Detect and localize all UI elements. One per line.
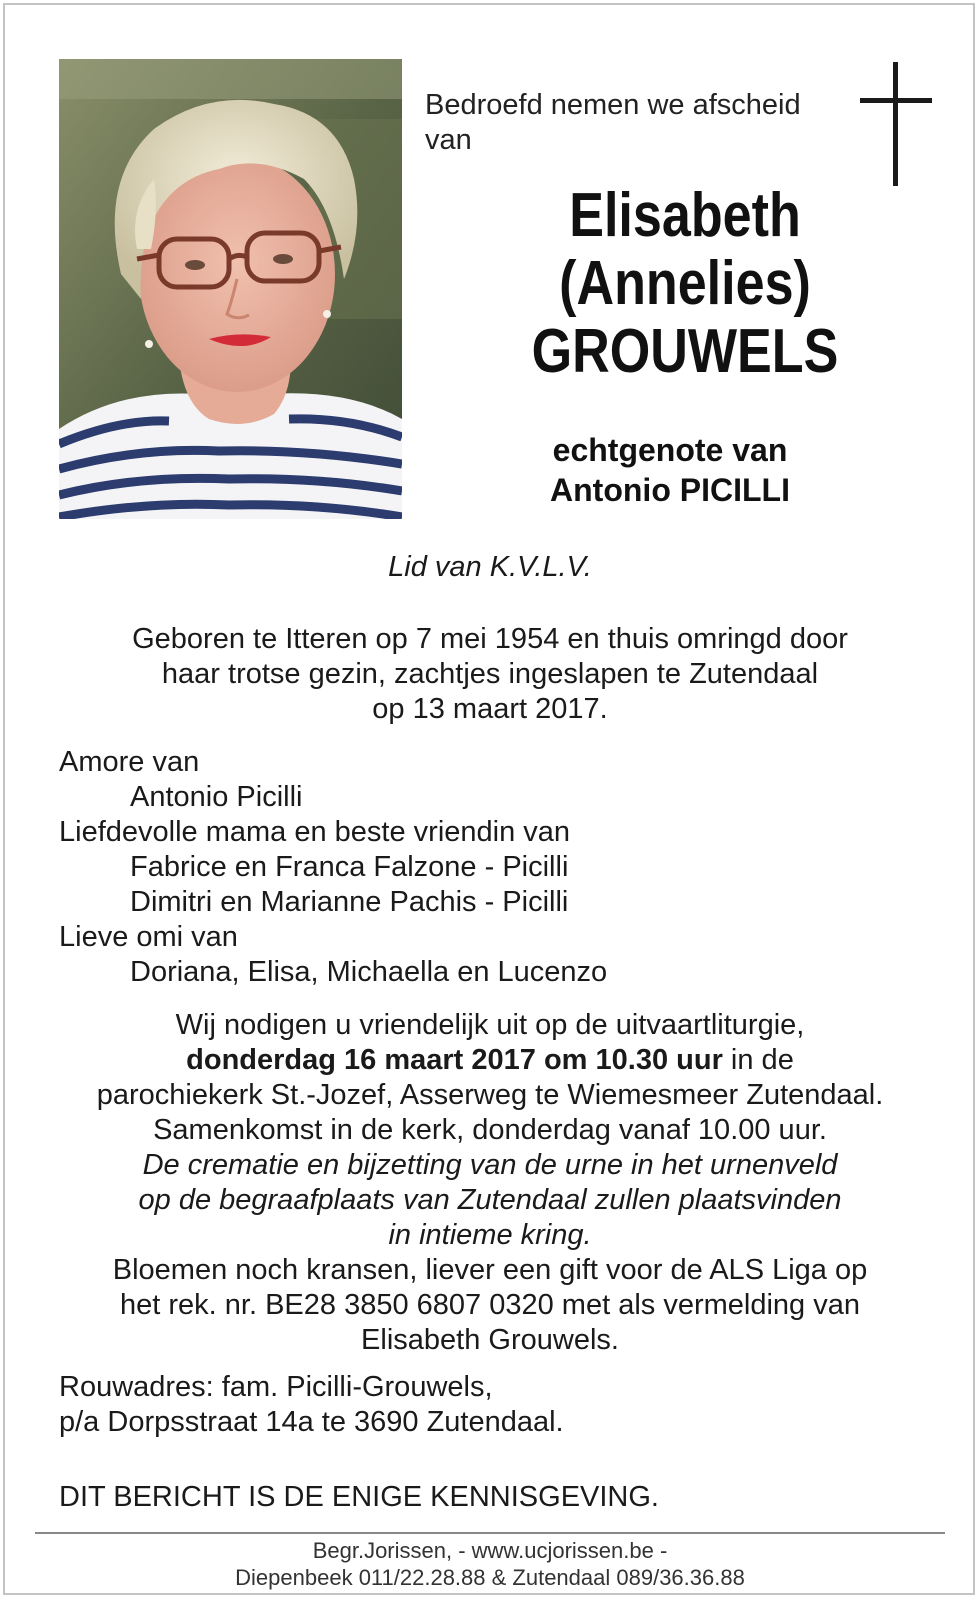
surname: GROUWELS <box>531 317 839 386</box>
spouse-block <box>470 430 870 510</box>
family-member: Fabrice en Franca Falzone - Picilli <box>130 851 569 883</box>
intro-text: Bedroefd nemen we afscheid van <box>425 89 801 156</box>
portrait-photo <box>59 59 402 519</box>
birth-line: Geboren te Itteren op 7 mei 1954 en thuis omringd door <box>132 623 848 655</box>
spouse-name: Antonio PICILLI <box>550 472 790 508</box>
family-label: Lieve omi van <box>59 921 238 953</box>
first-name: Elisabeth <box>569 181 801 250</box>
undertaker-footer <box>0 1537 980 1591</box>
funeral-service-info <box>30 1008 950 1358</box>
cremation-line: in intieme kring. <box>388 1219 592 1251</box>
spouse-label: echtgenote van <box>552 432 788 468</box>
service-date: donderdag 16 maart 2017 om 10.30 uur <box>186 1044 723 1076</box>
address-line: Rouwadres: fam. Picilli-Grouwels, <box>59 1371 493 1403</box>
notice-text: DIT BERICHT IS DE ENIGE KENNISGEVING. <box>59 1481 659 1513</box>
birth-line: haar trotse gezin, zachtjes ingeslapen te Zutendaal <box>161 658 819 690</box>
service-date-line <box>30 1043 950 1078</box>
membership-text: Lid van K.V.L.V. <box>388 551 592 583</box>
nickname: (Annelies) <box>559 249 811 318</box>
donation-line: het rek. nr. BE28 3850 6807 0320 met als vermelding van <box>120 1289 860 1321</box>
footer-line: Diepenbeek 011/22.28.88 & Zutendaal 089/36.36.88 <box>235 1565 745 1590</box>
family-list <box>59 745 919 990</box>
deceased-name <box>513 182 857 386</box>
family-member: Antonio Picilli <box>130 781 303 813</box>
cremation-line: op de begraafplaats van Zutendaal zullen plaatsvinden <box>138 1184 842 1216</box>
family-label: Amore van <box>59 746 200 778</box>
service-line: in de <box>722 1044 794 1076</box>
cross-icon <box>860 62 932 186</box>
service-line: Wij nodigen u vriendelijk uit op de uitvaartliturgie, <box>175 1009 805 1041</box>
service-line: parochiekerk St.-Jozef, Asserweg te Wiemesmeer Zutendaal. <box>96 1079 884 1111</box>
family-member: Doriana, Elisa, Michaella en Lucenzo <box>130 956 608 988</box>
cremation-line: De crematie en bijzetting van de urne in het urnenveld <box>142 1149 838 1181</box>
birth-death-text <box>60 622 920 727</box>
address-line: p/a Dorpsstraat 14a te 3690 Zutendaal. <box>59 1406 564 1438</box>
birth-line: op 13 maart 2017. <box>372 693 608 725</box>
footer-divider <box>35 1532 945 1534</box>
family-label: Liefdevolle mama en beste vriendin van <box>59 816 571 848</box>
service-line: Samenkomst in de kerk, donderdag vanaf 10.00 uur. <box>153 1114 827 1146</box>
family-member: Dimitri en Marianne Pachis - Picilli <box>130 886 569 918</box>
donation-line: Bloemen noch kransen, liever een gift voor de ALS Liga op <box>112 1254 868 1286</box>
donation-line: Elisabeth Grouwels. <box>361 1324 619 1356</box>
mourning-address <box>59 1370 919 1440</box>
footer-line: Begr.Jorissen, - www.ucjorissen.be - <box>312 1538 668 1563</box>
